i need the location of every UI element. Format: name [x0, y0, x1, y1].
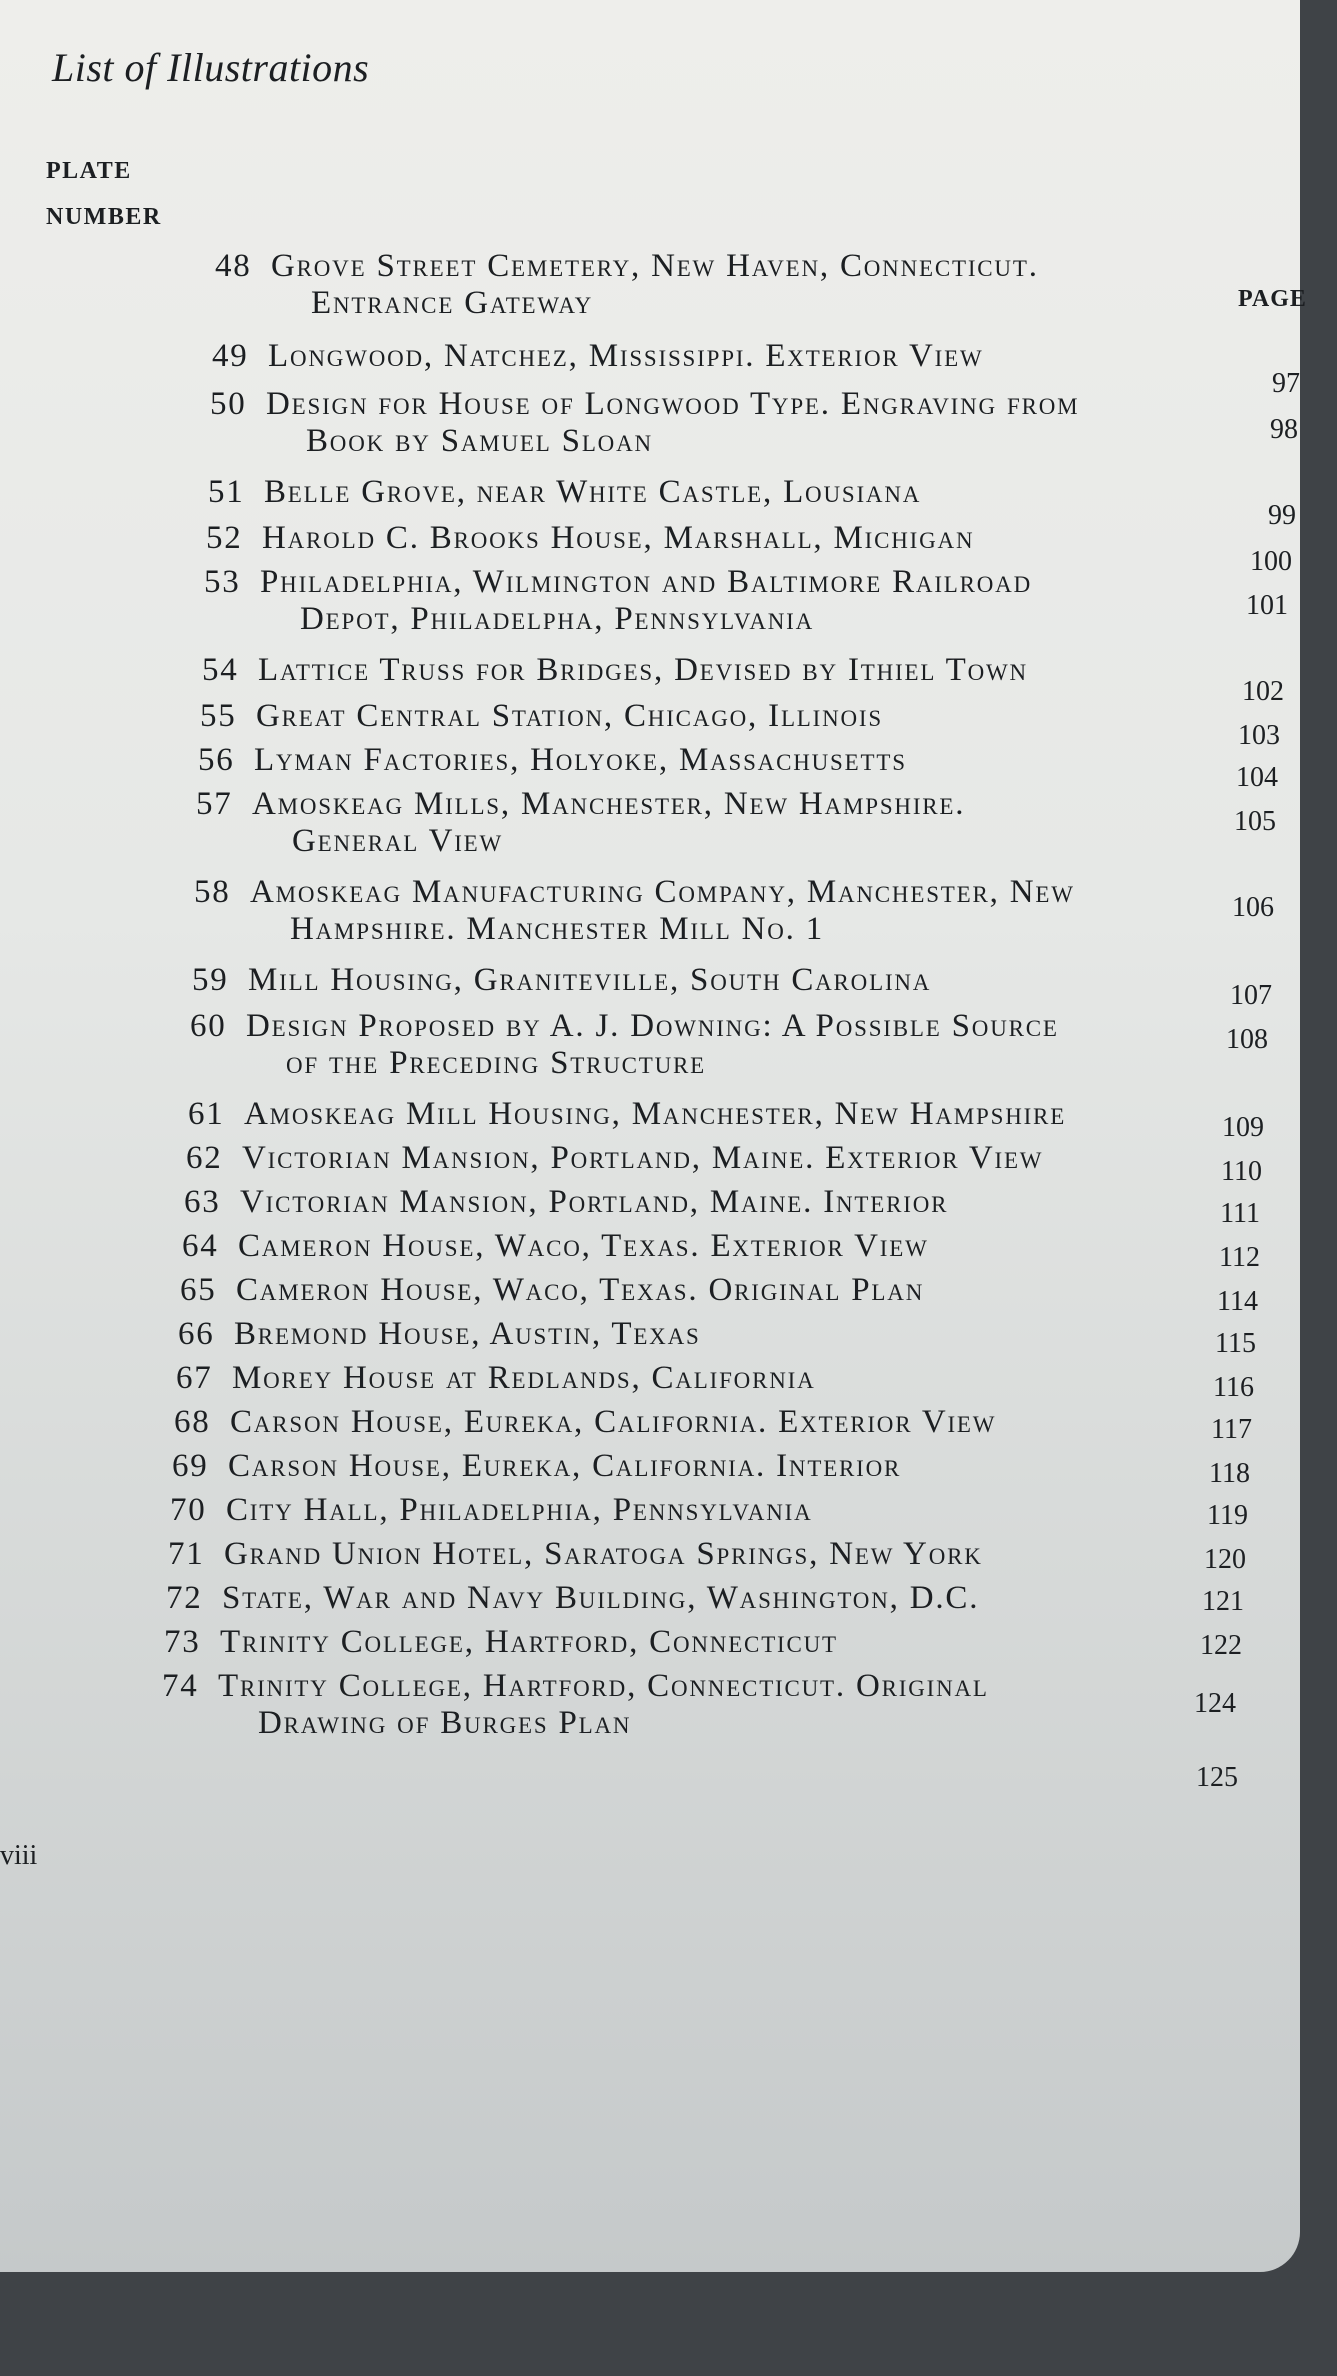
illustration-title: Grand Union Hotel, Saratoga Springs, New York [224, 1536, 983, 1572]
illustration-title: Design for House of Longwood Type. Engraving from [266, 386, 1080, 422]
list-item [178, 1316, 701, 1353]
illustration-title: Belle Grove, near White Castle, Lousiana [264, 474, 922, 510]
plate-number: 54 [202, 652, 239, 688]
illustration-title: Mill Housing, Graniteville, South Carolina [248, 962, 932, 998]
list-item [168, 1536, 983, 1573]
illustration-title: Trinity College, Hartford, Connecticut. Original [218, 1668, 989, 1704]
page-number: 122 [1200, 1630, 1242, 1661]
page-number: 107 [1230, 980, 1272, 1011]
page-number: 124 [1194, 1688, 1236, 1719]
illustration-title: Carson House, Eureka, California. Interior [228, 1448, 902, 1484]
plate-number: 65 [180, 1272, 217, 1308]
page-number: 99 [1268, 500, 1296, 531]
list-item [206, 520, 974, 557]
illustration-title: Lyman Factories, Holyoke, Massachusetts [254, 742, 907, 778]
page-number: 120 [1204, 1544, 1246, 1575]
plate-number: 62 [186, 1140, 223, 1176]
page-number: 115 [1215, 1328, 1256, 1359]
illustration-title: Trinity College, Hartford, Connecticut [220, 1624, 838, 1660]
page-number: 111 [1220, 1198, 1260, 1229]
illustration-title: Amoskeag Manufacturing Company, Manchester, New [250, 874, 1075, 910]
list-item [162, 1668, 989, 1742]
illustration-title-continued: Entrance Gateway [311, 285, 594, 321]
plate-number: 55 [200, 698, 237, 734]
plate-number: 48 [215, 248, 252, 284]
illustration-title-continued: of the Preceding Structure [286, 1045, 707, 1081]
list-item [208, 474, 921, 511]
illustration-title: Cameron House, Waco, Texas. Exterior View [238, 1228, 929, 1264]
list-item [210, 386, 1079, 460]
list-item [194, 874, 1075, 948]
page-number: 110 [1221, 1156, 1262, 1187]
list-item [174, 1404, 996, 1441]
page-title: List of Illustrations [52, 45, 370, 90]
illustration-title-continued: Hampshire. Manchester Mill No. 1 [290, 911, 825, 947]
illustration-title: Morey House at Redlands, California [232, 1360, 816, 1396]
page-number: 98 [1270, 414, 1298, 445]
list-item [170, 1492, 812, 1529]
page-number: 114 [1217, 1286, 1258, 1317]
plate-number: 71 [168, 1536, 205, 1572]
page-number: 104 [1236, 762, 1278, 793]
illustration-title-continued: Depot, Philadelpha, Pennsylvania [300, 601, 815, 637]
list-item [188, 1096, 1066, 1133]
page-number: 118 [1209, 1458, 1250, 1489]
page-number: 100 [1250, 546, 1292, 577]
illustration-title-continued: General View [292, 823, 504, 859]
page-number: 102 [1242, 676, 1284, 707]
plate-number: 66 [178, 1316, 215, 1352]
plate-number: 52 [206, 520, 243, 556]
illustration-title: City Hall, Philadelphia, Pennsylvania [226, 1492, 813, 1528]
illustration-title: Victorian Mansion, Portland, Maine. Interior [240, 1184, 949, 1220]
illustration-title: Bremond House, Austin, Texas [234, 1316, 701, 1352]
list-item [204, 564, 1032, 638]
plate-number: 61 [188, 1096, 225, 1132]
illustration-title: Lattice Truss for Bridges, Devised by Ithiel Town [258, 652, 1028, 688]
illustration-title: Grove Street Cemetery, New Haven, Connecticut. [271, 248, 1039, 284]
page-number: 116 [1213, 1372, 1254, 1403]
page-number: 108 [1226, 1024, 1268, 1055]
plate-number: 51 [208, 474, 245, 510]
list-item [172, 1448, 901, 1485]
illustration-title: Amoskeag Mills, Manchester, New Hampshire. [252, 786, 966, 822]
plate-number: 67 [176, 1360, 213, 1396]
plate-number: 50 [210, 386, 247, 422]
plate-column-label: PLATE [46, 158, 132, 184]
list-item [164, 1624, 838, 1661]
list-item [198, 742, 907, 779]
list-item [192, 962, 931, 999]
plate-number: 49 [212, 338, 249, 374]
page-column-label: PAGE [1238, 286, 1307, 312]
plate-number: 74 [162, 1668, 199, 1704]
plate-number: 70 [170, 1492, 207, 1528]
list-item [176, 1360, 816, 1397]
page-number: 112 [1219, 1242, 1260, 1273]
illustration-title: State, War and Navy Building, Washington, D.C. [222, 1580, 980, 1616]
page-number: 121 [1202, 1586, 1244, 1617]
illustration-title: Carson House, Eureka, California. Exterior View [230, 1404, 997, 1440]
list-item [186, 1140, 1043, 1177]
page-number: 97 [1272, 368, 1300, 399]
list-item [184, 1184, 948, 1221]
list-item [190, 1008, 1059, 1082]
plate-number: 58 [194, 874, 231, 910]
list-item [215, 248, 1039, 322]
list-item [196, 786, 965, 860]
illustration-title: Philadelphia, Wilmington and Baltimore Railroad [260, 564, 1032, 600]
illustration-title: Amoskeag Mill Housing, Manchester, New Hampshire [244, 1096, 1067, 1132]
page-number: 105 [1234, 806, 1276, 837]
illustration-title: Great Central Station, Chicago, Illinois [256, 698, 883, 734]
page-number: 103 [1238, 720, 1280, 751]
plate-number: 59 [192, 962, 229, 998]
list-item [200, 698, 883, 735]
list-item [202, 652, 1028, 689]
plate-number: 57 [196, 786, 233, 822]
plate-number: 63 [184, 1184, 221, 1220]
illustration-title: Harold C. Brooks House, Marshall, Michigan [262, 520, 975, 556]
plate-number: 64 [182, 1228, 219, 1264]
page-number: 119 [1207, 1500, 1248, 1531]
page-folio: viii [0, 1840, 38, 1871]
plate-number: 73 [164, 1624, 201, 1660]
illustration-title: Cameron House, Waco, Texas. Original Plan [236, 1272, 925, 1308]
page-number: 109 [1222, 1112, 1264, 1143]
plate-number: 69 [172, 1448, 209, 1484]
list-item [180, 1272, 924, 1309]
illustration-title: Design Proposed by A. J. Downing: A Possible Source [246, 1008, 1059, 1044]
number-column-label: NUMBER [46, 204, 162, 230]
page-number: 125 [1196, 1762, 1238, 1793]
list-item [212, 338, 983, 375]
list-item [166, 1580, 979, 1617]
page-number: 117 [1211, 1414, 1252, 1445]
page-number: 101 [1246, 590, 1288, 621]
plate-number: 68 [174, 1404, 211, 1440]
page-number: 106 [1232, 892, 1274, 923]
plate-number: 60 [190, 1008, 227, 1044]
plate-number: 53 [204, 564, 241, 600]
illustration-title: Victorian Mansion, Portland, Maine. Exterior View [242, 1140, 1044, 1176]
plate-number: 72 [166, 1580, 203, 1616]
illustration-title: Longwood, Natchez, Mississippi. Exterior View [268, 338, 984, 374]
list-item [182, 1228, 929, 1265]
illustration-title-continued: Drawing of Burges Plan [258, 1705, 632, 1741]
illustration-title-continued: Book by Samuel Sloan [306, 423, 653, 459]
plate-number: 56 [198, 742, 235, 778]
